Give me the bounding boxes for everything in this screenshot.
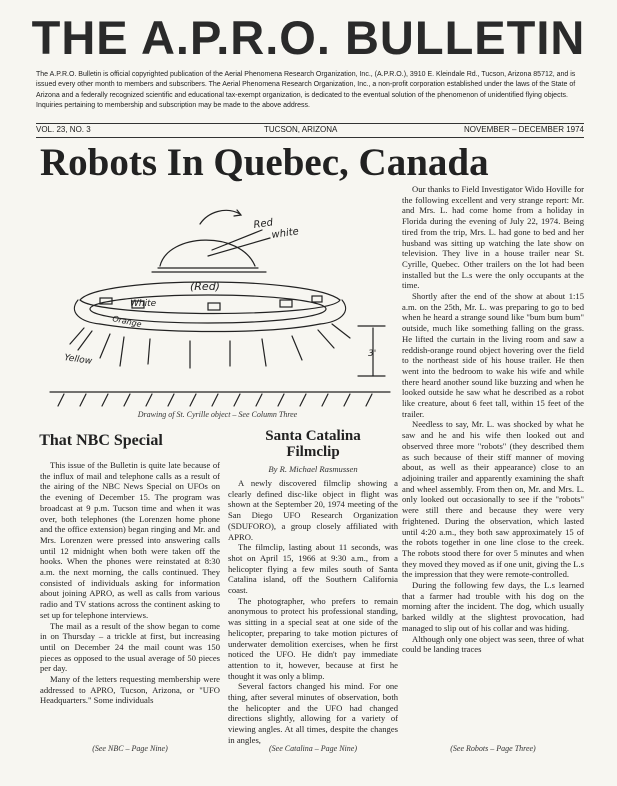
masthead-title: THE A.P.R.O. BULLETIN [31, 11, 586, 64]
robots-body [402, 184, 584, 655]
catalina-paragraph: A newly discovered filmclip showing a clearly defined disc-like object in flight was shown at the September 20, 1974 meeting of the San Diego UFO Research Organization (SDUFORO), a group closely affiliated with APRO. [228, 478, 398, 542]
catalina-title [228, 428, 398, 460]
nbc-paragraph: The mail as a result of the show began to come in on Thursday – a trickle at first, but increasing until on December 24 the mail count was 150 pieces as opposed to the usual average of 50 pieces per day. [40, 620, 220, 674]
robots-paragraph: During the following few days, the L.s learned that a farmer had trouble with his dog on the morning after the incident. The dog, which usually barked wildly at the slightest provocation, had managed to slip out of his collar and was hiding. [402, 580, 584, 633]
robots-paragraph: Although only one object was seen, three of what could be landing traces [402, 633, 584, 655]
label-red-top: Red [252, 217, 274, 231]
issue-volume: VOL. 23, NO. 3 [36, 125, 91, 134]
issue-bar [36, 125, 584, 137]
issue-place: TUCSON, ARIZONA [264, 125, 338, 134]
nbc-continued: (See NBC – Page Nine) [92, 744, 168, 753]
catalina-body [228, 478, 398, 746]
nbc-title: That NBC Special [39, 432, 163, 449]
catalina-paragraph: The photographer, who prefers to remain anonymous to protect his professional standing, was sitting in a special seat at one side of the helicopter, preparing to take motion pictures of underwater demolition exercises, when he first noticed the UFO. He didn't pay immediate attention to it, however, because at first he thought it was only a blimp. [228, 595, 398, 681]
drawing-caption: Drawing of St. Cyrille object – See Column Three [137, 410, 298, 419]
ufo-drawing [40, 188, 395, 413]
nbc-body [40, 460, 220, 706]
robots-continued: (See Robots – Page Three) [450, 744, 536, 753]
catalina-continued: (See Catalina – Page Nine) [269, 744, 357, 753]
catalina-title-line2: Filmclip [286, 444, 340, 460]
publication-statement: The A.P.R.O. Bulletin is official copyrighted publication of the Aerial Phenomena Research Organization, Inc., (A.P.R.O.), 3910 E. Kleindale Rd., Tucson, Arizona 85712, and is issued every other month to members and subscribers. The Aerial Phenomena Research Organization, Inc., a non-profit corporation established under the laws of the State of Arizona and a federally recognized scientific and educational tax-exempt organization, is dedicated to the eventual solution of the phenomenon of unidentified flying objects. Inquiries pertaining to membership and subscription may be made to the above address. [36, 71, 576, 110]
label-height: 3' [368, 349, 377, 359]
issue-date: NOVEMBER – DECEMBER 1974 [463, 125, 584, 134]
catalina-paragraph: Several factors changed his mind. For one thing, after several minutes of observation, both the helicopter and the UFO had changed directions slightly, allowing for a variety of viewing angles. At all times, despite the changes in angles, [228, 681, 398, 745]
nbc-paragraph: This issue of the Bulletin is quite late because of the influx of mail and telephone calls as a result of the airing of the NBC News Special on UFOs on the evening of December 15. The program was broadcast at 9 p.m. Tucson time and when it was over, both telephones (the Lorenzen home phone and the office extension) began ringing and Mr. and Mrs. Lorenzen were pressed into answering calls until 12 midnight when both were taken off the hooks. When the phones were reinstated at 8:30 a.m. the next morning, the calls continued. They consisted of individuals asking for information about joining APRO, as well as calls from various radio and TV stations across the continent asking to set up for telephone interviews. [40, 460, 220, 620]
label-orange: Orange [111, 314, 143, 330]
catalina-byline: By R. Michael Rasmussen [268, 464, 358, 474]
robots-paragraph: Our thanks to Field Investigator Wido Hoville for the following excellent and very strange report: Mr. and Mrs. L. had come home from a holiday in Florida during the evening of July 22, 1974. Being tired from the trip, Mrs. L. had gone to bed and her husband was sitting up watching the late show on television. They live in a house trailer near St. Cyrille, Quebec. Other trailers on the lot had been installed but the L.s were the only occupants at the time. [402, 184, 584, 291]
label-white-ring: White [130, 299, 157, 309]
robots-paragraph: Shortly after the end of the show at about 1:15 a.m. on the 25th, Mr. L. was preparing to go to bed when he heard a strange sound like "bum bum bum" outside, much like something falling on the grass. He lifted the curtain in the living room and saw a reddish-orange round object hovering over the field to the northeast side of his house trailer. He then went into the bedroom to wake his wife and while there heard another sound like buzzing and when he looked outside he saw what he described as a robot like creature, about 6 feet tall, within 15 feet of the trailer. [402, 291, 584, 419]
lead-headline: Robots In Quebec, Canada [40, 141, 489, 184]
catalina-title-line1: Santa Catalina [265, 428, 361, 444]
catalina-paragraph: The filmclip, lasting about 11 seconds, was shot on April 15, 1966 at 9:30 a.m., from a helicopter flying a few miles south of Santa Catalina island, off the Southern California coast. [228, 542, 398, 596]
label-yellow: Yellow [63, 353, 93, 367]
label-red-center: (Red) [190, 280, 220, 293]
robots-paragraph: Needless to say, Mr. L. was shocked by what he saw and he and his wife then looked out and observed three more "robots" (they described them as such because of their stiff manner of moving about, as well as their appearance) close to an adjoining trailer and apparently examining the shaft and wheel assembly. From then on, Mr. and Mrs. L. only looked out occasionally to see if the "robots" were still there and because they were very frightened. During the observation, which lasted until 4:20 a.m., they both saw approximately 15 of the robots together in one line close to the creek. The robots stood there for over 5 minutes and when they moved they moved as if one unit, giving the L.s the impression that they were remote-controlled. [402, 419, 584, 580]
nbc-paragraph: Many of the letters requesting membership were addressed to APRO, Tucson, Arizona, or "UFO Headquarters." Some individuals [40, 674, 220, 706]
label-white-top: white [270, 226, 300, 241]
divider-top [36, 123, 584, 124]
